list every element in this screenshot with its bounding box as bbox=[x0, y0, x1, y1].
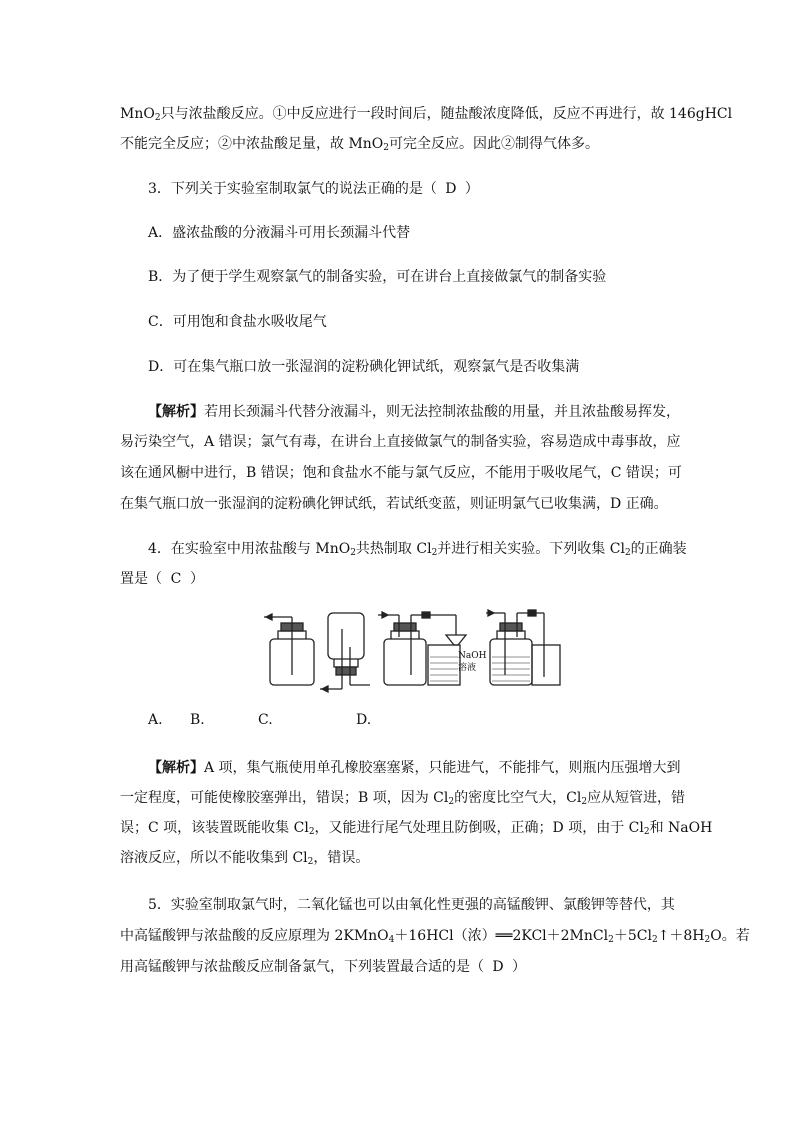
solution-label: 溶液 bbox=[458, 663, 477, 673]
question-4-stem: 置是（ C ） bbox=[120, 571, 204, 587]
question-3-stem: 3．下列关于实验室制取氯气的说法正确的是（ D ） bbox=[148, 181, 479, 197]
option-label-b: B. bbox=[190, 712, 205, 728]
question-3-analysis-line: 【解析】若用长颈漏斗代替分液漏斗，则无法控制浓盐酸的用量，并且浓盐酸易挥发， bbox=[148, 404, 680, 420]
option-label-c: C. bbox=[258, 712, 273, 728]
question-3-option-c: C．可用饱和食盐水吸收尾气 bbox=[148, 314, 327, 330]
question-3-option-b: B．为了便于学生观察氯气的制备实验，可在讲台上直接做氯气的制备实验 bbox=[148, 269, 607, 285]
analysis-tag: 【解析】 bbox=[148, 760, 204, 776]
apparatus-d bbox=[486, 610, 560, 685]
gas-collection-apparatus-figure bbox=[262, 607, 562, 695]
analysis-tag: 【解析】 bbox=[148, 404, 204, 420]
question-5-stem: 中高锰酸钾与浓盐酸的反应原理为 2KMnO$_4$＋16HCl（浓）$══2KCl+2MnCl_2+5Cl_2↑+8H_2O$。若 bbox=[120, 928, 750, 945]
question-3-answer: D bbox=[445, 181, 457, 197]
apparatus-c bbox=[378, 612, 466, 685]
text-line: MnO$_2$只与浓盐酸反应。①中反应进行一段时间后，随盐酸浓度降低，反应不再进行，故 146gHCl bbox=[120, 106, 733, 123]
option-label-a: A. bbox=[148, 712, 163, 728]
question-3-option-a: A．盛浓盐酸的分液漏斗可用长颈漏斗代替 bbox=[148, 225, 411, 241]
question-4-stem: 4．在实验室中用浓盐酸与 MnO$_2$共热制取 $Cl_2$并进行相关实验。下列收集 $Cl_2$的正确装 bbox=[148, 541, 687, 558]
question-4-analysis-line: 溶液反应，所以不能收集到 $Cl_2$，错误。 bbox=[120, 850, 370, 867]
question-5-stem: 5．实验室制取氯气时，二氧化锰也可以由氧化性更强的高锰酸钾、氯酸钾等替代，其 bbox=[148, 897, 675, 913]
question-3-analysis-line: 在集气瓶口放一张湿润的淀粉碘化钾试纸，若试纸变蓝，则证明氯气已收集满，D 正确。 bbox=[120, 496, 668, 512]
apparatus-b bbox=[320, 613, 370, 692]
question-4-answer: C bbox=[170, 571, 182, 587]
naoh-label: NaOH bbox=[458, 651, 487, 661]
text-line: 不能完全反应；②中浓盐酸足量，故 MnO$_2$可完全反应。因此②制得气体多。 bbox=[120, 136, 600, 153]
question-5-stem: 用高锰酸钾与浓盐酸反应制备氯气，下列装置最合适的是（ D ） bbox=[120, 959, 526, 975]
question-3-analysis-line: 易污染空气，A 错误；氯气有毒，在讲台上直接做氯气的制备实验，容易造成中毒事故，应 bbox=[120, 434, 681, 450]
question-4-analysis-line: 【解析】A 项，集气瓶使用单孔橡胶塞塞紧，只能进气，不能排气，则瓶内压强增大到 bbox=[148, 760, 681, 776]
question-3-analysis-line: 该在通风橱中进行，B 错误；饱和食盐水不能与氯气反应，不能用于吸收尾气，C 错误；可 bbox=[120, 465, 682, 481]
question-5-answer: D bbox=[492, 959, 504, 975]
option-label-d: D. bbox=[356, 712, 372, 728]
apparatus-a bbox=[264, 614, 314, 685]
question-3-option-d: D．可在集气瓶口放一张湿润的淀粉碘化钾试纸，观察氯气是否收集满 bbox=[148, 359, 580, 375]
question-4-analysis-line: 一定程度，可能使橡胶塞弹出，错误；B 项，因为 $Cl_2$的密度比空气大，$Cl_2$应从短管进，错 bbox=[120, 790, 686, 807]
question-4-analysis-line: 误；C 项，该装置既能收集 $Cl_2$，又能进行尾气处理且防倒吸，正确；D 项，由于 $Cl_2$和 NaOH bbox=[120, 820, 713, 837]
